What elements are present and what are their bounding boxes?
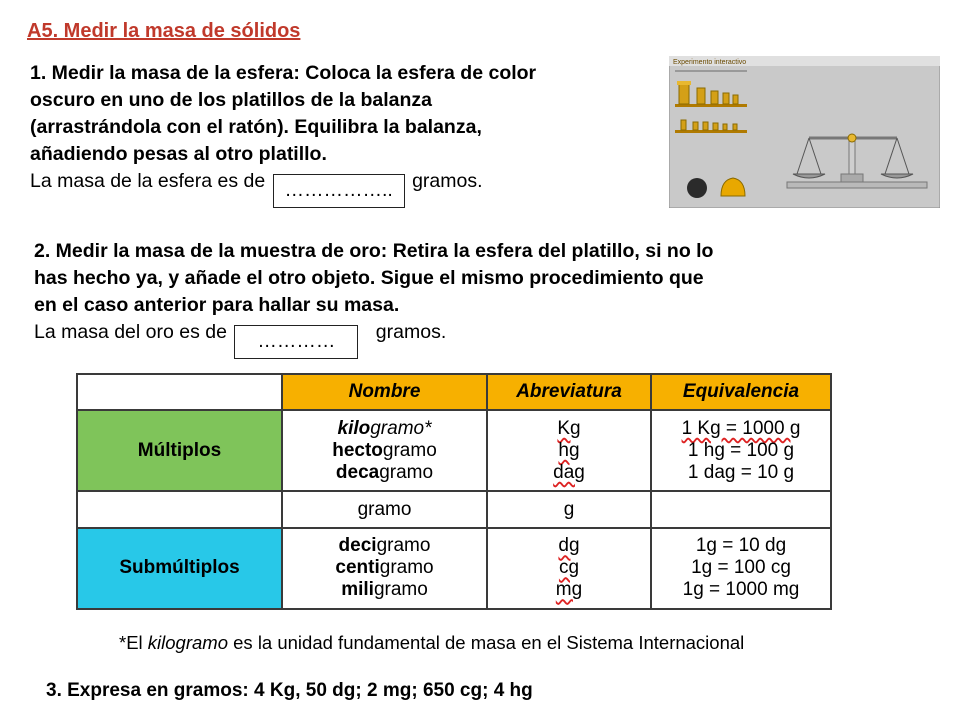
q2-answer-box[interactable] (234, 325, 358, 359)
category-submultiplos: Submúltiplos (77, 528, 282, 609)
q1-answer-suffix: gramos. (412, 170, 483, 192)
q2-answer-prefix: La masa del oro es de (34, 321, 227, 343)
q1-line: (arrastrándola con el ratón). Equilibra la balanza, (30, 116, 482, 138)
footnote (119, 632, 744, 654)
category-base (77, 491, 282, 527)
sim-header: Experimento interactivo (673, 59, 747, 66)
q1-answer-box[interactable] (273, 174, 405, 208)
dark-sphere[interactable] (687, 178, 707, 198)
unit-name: centigramo (335, 557, 434, 579)
unit-abbr: cg (558, 557, 580, 579)
header-equivalencia: Equivalencia (651, 374, 831, 410)
question-3: 3. Expresa en gramos: 4 Kg, 50 dg; 2 mg; 650 cg; 4 hg (46, 680, 533, 701)
footnote-prefix: *El (119, 632, 143, 653)
unit-name: miligramo (341, 579, 428, 601)
q2-line: 2. Medir la masa de la muestra de oro: Retira la esfera del platillo, si no lo (34, 240, 714, 262)
unit-abbr: hg (558, 439, 580, 461)
unit-abbr: Kg (557, 417, 581, 439)
q1-line: 1. Medir la masa de la esfera: Coloca la esfera de color (30, 62, 537, 84)
q2-line: en el caso anterior para hallar su masa. (34, 294, 400, 316)
table-row-submultiplos (77, 528, 831, 609)
submultiplos-equiv (651, 528, 831, 609)
unit-abbr: dg (558, 535, 580, 557)
unit-name: hectogramo (332, 439, 437, 461)
unit-name: decagramo (335, 461, 434, 483)
q1-answer-prefix: La masa de la esfera es de (30, 170, 266, 192)
unit-equiv: 1g = 10 dg (695, 535, 787, 557)
q2-line: has hecho ya, y añade el otro objeto. Sigue el mismo procedimiento que (34, 267, 704, 289)
unit-equiv: 1 Kg = 1000 g (681, 417, 801, 439)
table-corner-cell (77, 374, 282, 410)
table-header-row (77, 374, 831, 410)
balance-simulation[interactable] (669, 56, 940, 208)
unit-equiv: 1 hg = 100 g (687, 439, 795, 461)
q1-line: oscuro en uno de los platillos de la balanza (30, 89, 432, 111)
category-multiplos: Múltiplos (77, 410, 282, 491)
base-abbr: g (487, 491, 651, 527)
question-2 (34, 238, 713, 359)
unit-equiv: 1 dag = 10 g (687, 461, 795, 483)
header-abreviatura: Abreviatura (487, 374, 651, 410)
table-row-base (77, 491, 831, 527)
activity-title: A5. Medir la masa de sólidos (27, 20, 301, 42)
multiplos-equiv (651, 410, 831, 491)
multiplos-abbr (487, 410, 651, 491)
q1-answer-blank: …………….. (284, 179, 393, 201)
footnote-italic: kilogramo (147, 632, 228, 653)
question-1 (30, 60, 536, 208)
q2-answer-blank: ………… (257, 330, 336, 352)
q1-line: añadiendo pesas al otro platillo. (30, 143, 327, 165)
submultiplos-names (282, 528, 487, 609)
table-row-multiplos (77, 410, 831, 491)
q2-answer-line (34, 319, 713, 359)
unit-name: decigramo (338, 535, 431, 557)
q1-answer-line (30, 168, 536, 208)
mass-units-table (76, 373, 832, 610)
unit-equiv: 1g = 100 cg (691, 557, 791, 579)
unit-abbr: mg (555, 579, 583, 601)
header-nombre: Nombre (282, 374, 487, 410)
base-name: gramo (282, 491, 487, 527)
q2-answer-suffix: gramos. (375, 321, 447, 343)
multiplos-names (282, 410, 487, 491)
unit-name: kilogramo* (337, 417, 432, 439)
footnote-rest: es la unidad fundamental de masa en el Sistema Internacional (233, 632, 745, 653)
base-equiv (651, 491, 831, 527)
unit-equiv: 1g = 1000 mg (682, 579, 800, 601)
submultiplos-abbr (487, 528, 651, 609)
unit-abbr: dag (553, 461, 585, 483)
